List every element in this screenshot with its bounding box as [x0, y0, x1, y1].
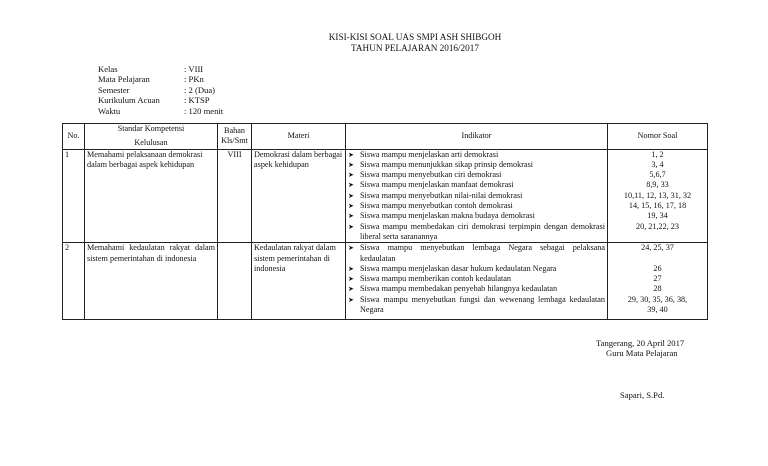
arrow-bullet-icon: ➤ — [348, 275, 354, 284]
info-value: : PKn — [184, 74, 204, 85]
indikator-text: Siswa mampu menyebutkan contoh demokrasi — [360, 201, 513, 211]
signature-role: Guru Mata Pelajaran — [606, 348, 678, 358]
arrow-bullet-icon: ➤ — [348, 181, 354, 190]
arrow-bullet-icon: ➤ — [348, 160, 354, 169]
cell-nomor-soal — [608, 149, 708, 243]
arrow-bullet-icon: ➤ — [348, 191, 354, 200]
arrow-bullet-icon: ➤ — [348, 244, 354, 253]
table-row — [63, 149, 708, 243]
header-sk-line2: Kelulusan — [134, 138, 168, 148]
cell-nomor-soal — [608, 243, 708, 320]
nomor-soal-value: 29, 30, 35, 36, 38, — [627, 294, 688, 304]
cell-indikator — [346, 149, 608, 243]
indikator-text: Siswa mampu menyebutkan lembaga Negara sebagai pelaksana kedaulatan — [360, 243, 605, 263]
info-value: : 2 (Dua) — [184, 84, 216, 95]
arrow-bullet-icon: ➤ — [348, 222, 354, 231]
info-value: : KTSP — [184, 95, 210, 106]
info-row-mata-pelajaran — [98, 74, 223, 84]
indikator-text: Siswa mampu membedakan ciri demokrasi terpimpin dengan demokrasi liberal serta saranannya — [360, 221, 605, 241]
info-row-kurikulum — [98, 95, 223, 105]
info-key: Semester — [98, 84, 130, 95]
indikator-item — [348, 222, 605, 243]
indikator-text: Siswa mampu menyebutkan ciri demokrasi — [360, 170, 502, 180]
indikator-text: Siswa mampu menjelaskan manfaat demokrasi — [360, 180, 514, 190]
cell-standar-kompetensi: Memahami pelaksanaan demokrasi dalam berbagai aspek kehidupan — [85, 149, 218, 243]
nomor-soal-value: 39, 40 — [647, 305, 668, 315]
nomor-soal-value: 19, 34 — [647, 211, 668, 221]
nomor-soal-value: 10,11, 12, 13, 31, 32 — [623, 190, 692, 200]
indikator-text: Siswa mampu memberikan contoh kedaulatan — [360, 274, 511, 284]
indikator-item — [348, 284, 605, 294]
nomor-soal-value: 1, 2 — [651, 149, 664, 159]
cell-bahan — [218, 243, 252, 320]
kisi-kisi-table — [62, 123, 708, 320]
indikator-item — [348, 191, 605, 201]
info-key: Kelas — [98, 64, 118, 74]
info-key: Mata Pelajaran — [98, 74, 150, 85]
info-key: Kurikulum Acuan — [98, 95, 160, 106]
info-row-waktu — [98, 106, 223, 116]
signature-name: Sapari, S.Pd. — [620, 390, 665, 400]
indikator-item — [348, 201, 605, 211]
indikator-item — [348, 170, 605, 180]
indikator-text: Siswa mampu membedakan penyebab hilangnya kedaulatan — [360, 284, 558, 294]
nomor-soal-value: 27 — [653, 274, 662, 284]
indikator-item — [348, 211, 605, 221]
arrow-bullet-icon: ➤ — [348, 202, 354, 211]
header-sk-line1: Standar Kompetensi — [117, 124, 185, 133]
indikator-text: Siswa mampu menyebutkan nilai-nilai demokrasi — [360, 190, 523, 200]
document-title: KISI-KISI SOAL UAS SMPI ASH SHIBGOH — [328, 32, 502, 42]
indikator-text: Siswa mampu menyebutkan fungsi dan wewenang lembaga kedaulatan Negara — [360, 294, 605, 315]
indikator-text: Siswa mampu menjelaskan makna budaya demokrasi — [360, 211, 535, 221]
arrow-bullet-icon: ➤ — [348, 295, 354, 304]
header-bahan: Bahan Kls/Smt — [218, 124, 252, 150]
cell-bahan: VIII — [218, 149, 252, 243]
arrow-bullet-icon: ➤ — [348, 171, 354, 180]
nomor-soal-value: 14, 15, 16, 17, 18 — [628, 201, 687, 211]
indikator-text: Siswa mampu menunjukkan sikap prinsip demokrasi — [360, 159, 534, 169]
indikator-text: Siswa mampu menjelaskan dasar hukum kedaulatan Negara — [360, 263, 557, 273]
cell-no: 1 — [63, 149, 85, 243]
arrow-bullet-icon: ➤ — [348, 285, 354, 294]
indikator-item — [348, 150, 605, 160]
nomor-soal-value: 26 — [653, 263, 662, 273]
table-row — [63, 243, 708, 320]
header-materi: Materi — [252, 124, 346, 150]
cell-no: 2 — [63, 243, 85, 320]
nomor-soal-value: 5,6,7 — [649, 170, 666, 180]
nomor-soal-value: 28 — [653, 284, 662, 294]
signature-place-date: Tangerang, 20 April 2017 — [596, 338, 685, 348]
info-key: Waktu — [98, 105, 121, 116]
header-no: No. — [63, 124, 85, 150]
info-block — [98, 64, 223, 116]
nomor-soal-value — [610, 254, 705, 264]
info-value: : 120 menit — [184, 105, 224, 116]
indikator-text: Siswa mampu menjelaskan arti demokrasi — [360, 149, 499, 159]
indikator-item — [348, 264, 605, 274]
nomor-soal-value: 20, 21,22, 23 — [636, 221, 679, 231]
arrow-bullet-icon: ➤ — [348, 212, 354, 221]
arrow-bullet-icon: ➤ — [348, 264, 354, 273]
table-header-row — [63, 124, 708, 150]
indikator-item — [348, 160, 605, 170]
header-nomor-soal: Nomor Soal — [608, 124, 708, 150]
indikator-item — [348, 243, 605, 264]
nomor-soal-value: 8,9, 33 — [646, 180, 669, 190]
cell-standar-kompetensi: Memahami kedaulatan rakyat dalam sistem pemerintahan di indonesia — [85, 243, 218, 320]
header-standar-kompetensi — [85, 124, 218, 150]
indikator-item — [348, 274, 605, 284]
info-row-semester — [98, 85, 223, 95]
indikator-item — [348, 180, 605, 190]
nomor-soal-value: 24, 25, 37 — [641, 243, 674, 253]
header-indikator: Indikator — [346, 124, 608, 150]
document-subtitle: TAHUN PELAJARAN 2016/2017 — [351, 43, 479, 53]
info-row-kelas — [98, 64, 223, 74]
cell-materi: Kedaulatan rakyat dalam sistem pemerintahan di indonesia — [252, 243, 346, 320]
arrow-bullet-icon: ➤ — [348, 150, 354, 159]
cell-materi: Demokrasi dalam berbagai aspek kehidupan — [252, 149, 346, 243]
indikator-item — [348, 295, 605, 316]
nomor-soal-value: 3, 4 — [651, 159, 664, 169]
cell-indikator — [346, 243, 608, 320]
info-value: : VIII — [184, 64, 204, 74]
